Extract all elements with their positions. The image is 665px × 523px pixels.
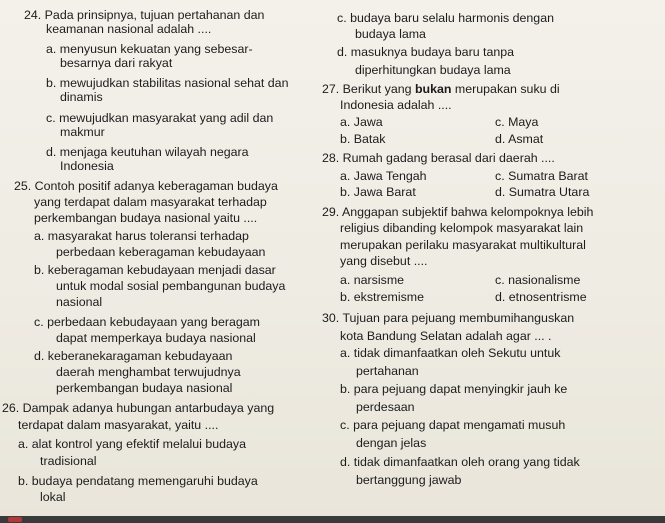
q25-option-c-line-2: dapat memperkaya budaya nasional xyxy=(56,331,256,345)
q27-stem-emphasis: bukan xyxy=(414,82,452,96)
q30-option-a-line-1: a. tidak dimanfaatkan oleh Sekutu untuk xyxy=(340,346,561,360)
q24-option-c-line-2: budaya lama xyxy=(355,27,426,41)
q29-option-b: b. ekstremisme xyxy=(340,290,424,304)
q27-option-d: d. Asmat xyxy=(495,132,544,146)
q26-option-b-line-1: b. budaya pendatang memengaruhi budaya xyxy=(18,474,258,488)
q29-stem-line-1: 29. Anggapan subjektif bahwa kelompoknya lebih xyxy=(322,205,594,219)
q28-option-a: a. Jawa Tengah xyxy=(340,169,427,183)
q30-option-d-line-1: d. tidak dimanfaatkan oleh orang yang tidak xyxy=(340,455,580,469)
q24-option-d-line-1: d. menjaga keutuhan wilayah negara xyxy=(46,145,249,159)
q29-option-a: a. narsisme xyxy=(340,273,405,287)
q25-option-d-line-1: d. keberanekaragaman kebudayaan xyxy=(34,349,233,363)
q24-stem-line-2: keamanan nasional adalah .... xyxy=(46,22,212,36)
q24-option-c-line-1: c. mewujudkan masyarakat yang adil dan xyxy=(46,111,274,125)
q27-option-a: a. Jawa xyxy=(340,115,383,129)
q29-stem-line-2: religius dibanding kelompok masyarakat lain xyxy=(340,221,584,235)
q25-stem-line-2: yang terdapat dalam masyarakat terhadap xyxy=(34,195,267,209)
q29-option-d: d. etnosentrisme xyxy=(495,290,587,304)
q30-option-a-line-2: pertahanan xyxy=(356,364,419,378)
q25-option-d-line-3: perkembangan budaya nasional xyxy=(56,381,233,395)
q27-option-c: c. Maya xyxy=(495,115,539,129)
q26-stem-line-1: 26. Dampak adanya hubungan antarbudaya yang xyxy=(2,401,275,415)
q30-option-b-line-1: b. para pejuang dapat menyingkir jauh ke xyxy=(340,382,568,396)
q24-stem-line-1: 24. Pada prinsipnya, tujuan pertahanan dan xyxy=(24,8,265,22)
q26-option-a-line-2: tradisional xyxy=(40,454,97,468)
q29-stem-line-3: merupakan perilaku masyarakat multikultural xyxy=(340,238,586,252)
q25-option-d-line-2: daerah menghambat terwujudnya xyxy=(56,365,241,379)
q30-option-c-line-2: dengan jelas xyxy=(356,436,427,450)
q27-stem-suffix: merupakan suku di xyxy=(451,82,560,96)
q24-option-d-line-1: d. masuknya budaya baru tanpa xyxy=(337,45,515,59)
q30-stem-line-1: 30. Tujuan para pejuang membumihanguskan xyxy=(322,311,575,325)
q24-option-a-line-2: besarnya dari rakyat xyxy=(60,56,173,70)
q27-stem-line-1 xyxy=(322,82,560,96)
q27-option-b: b. Batak xyxy=(340,132,386,146)
q29-stem-line-4: yang disebut .... xyxy=(340,254,428,268)
q25-stem-line-3: perkembangan budaya nasional yaitu .... xyxy=(34,211,258,225)
q28-option-c: c. Sumatra Barat xyxy=(495,169,588,183)
q24-option-a-line-1: a. menyusun kekuatan yang sebesar- xyxy=(46,42,253,56)
q25-stem-line-1: 25. Contoh positif adanya keberagaman budaya xyxy=(14,179,278,193)
q24-option-c-line-2: makmur xyxy=(60,125,105,139)
q28-option-b: b. Jawa Barat xyxy=(340,185,416,199)
q25-option-b-line-1: b. keberagaman kebudayaan menjadi dasar xyxy=(34,263,276,277)
q25-option-b-line-2: untuk modal sosial pembangunan budaya xyxy=(56,279,286,293)
q24-option-d-line-2: Indonesia xyxy=(60,159,114,173)
q25-option-c-line-1: c. perbedaan kebudayaan yang beragam xyxy=(34,315,260,329)
q30-option-b-line-2: perdesaan xyxy=(356,400,415,414)
q28-stem: 28. Rumah gadang berasal dari daerah .... xyxy=(322,151,555,165)
q30-stem-line-2: kota Bandung Selatan adalah agar ... . xyxy=(340,329,552,343)
q28-option-d: d. Sumatra Utara xyxy=(495,185,590,199)
q25-option-b-line-3: nasional xyxy=(56,295,103,309)
q30-option-c-line-1: c. para pejuang dapat mengamati musuh xyxy=(340,418,566,432)
q25-option-a-line-1: a. masyarakat harus toleransi terhadap xyxy=(34,229,249,243)
q27-stem-prefix: 27. Berikut yang xyxy=(322,82,415,96)
q26-option-a-line-1: a. alat kontrol yang efektif melalui budaya xyxy=(18,437,246,451)
q26-option-b-line-2: lokal xyxy=(40,490,66,504)
page-bottom-edge xyxy=(0,516,665,523)
q24-option-d-line-2: diperhitungkan budaya lama xyxy=(355,63,511,77)
q29-option-c: c. nasionalisme xyxy=(495,273,581,287)
q30-option-d-line-2: bertanggung jawab xyxy=(356,473,462,487)
q24-option-b-line-1: b. mewujudkan stabilitas nasional sehat dan xyxy=(46,76,289,90)
q27-stem-line-2: Indonesia adalah .... xyxy=(340,98,452,112)
q24-option-b-line-2: dinamis xyxy=(60,90,103,104)
q24-option-c-line-1: c. budaya baru selalu harmonis dengan xyxy=(337,11,554,25)
q25-option-a-line-2: perbedaan keberagaman kebudayaan xyxy=(56,245,266,259)
q26-stem-line-2: terdapat dalam masyarakat, yaitu .... xyxy=(18,418,219,432)
